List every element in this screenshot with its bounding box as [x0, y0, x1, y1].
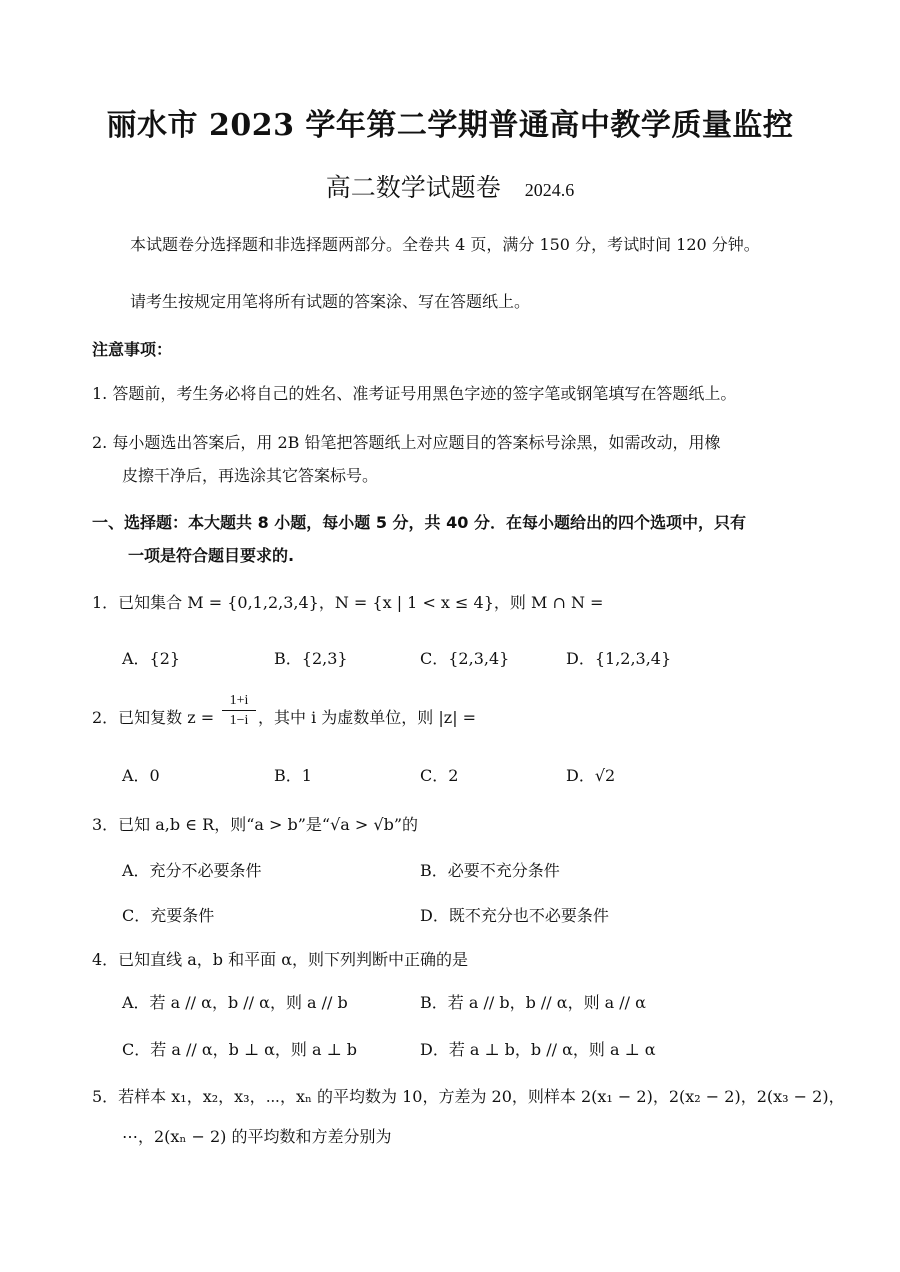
q1-stem: 1．已知集合 M = {0,1,2,3,4}，N = {x | 1 < x ≤ 4}，则 M ∩ N = — [92, 593, 604, 612]
q5-line-2: ⋯，2(xₙ − 2) 的平均数和方差分别为 — [122, 1127, 392, 1146]
section1-line-1: 一、选择题：本大题共 8 小题，每小题 5 分，共 40 分．在每小题给出的四个选项中，只有 — [92, 513, 746, 532]
q3-option-b: B．必要不充分条件 — [420, 861, 560, 880]
q4-option-d: D．若 a ⊥ b，b // α，则 a ⊥ α — [420, 1040, 656, 1059]
q5-line-1: 5．若样本 x₁，x₂，x₃，⋯，xₙ 的平均数为 10，方差为 20，则样本 2(x₁ − 2)，2(x₂ − 2)，2(x₃ − 2)， — [92, 1087, 845, 1106]
q1-option-d: D．{1,2,3,4} — [566, 649, 672, 668]
q1-option-a: A．{2} — [122, 649, 181, 668]
q2-fraction — [222, 692, 256, 731]
q2-option-d: D．√2 — [566, 766, 616, 785]
q3-option-d: D．既不充分也不必要条件 — [420, 906, 609, 925]
q1-option-b: B．{2,3} — [274, 649, 348, 668]
exam-date: 2024.6 — [524, 180, 575, 200]
q2-suffix: ，其中 i 为虚数单位，则 |z| = — [258, 708, 477, 727]
notice-item-2-line-1: 2. 每小题选出答案后，用 2B 铅笔把答题纸上对应题目的答案标号涂黑，如需改动，用橡 — [92, 433, 721, 452]
q3-option-a: A．充分不必要条件 — [122, 861, 262, 880]
q4-option-b: B．若 a // b，b // α，则 a // α — [420, 993, 646, 1012]
q2-fraction-numerator: 1+i — [222, 692, 256, 711]
section1-line-2: 一项是符合题目要求的. — [128, 546, 295, 565]
q2-option-c: C．2 — [420, 766, 459, 785]
q1-option-c: C．{2,3,4} — [420, 649, 510, 668]
notice-item-2-line-2: 皮擦干净后，再选涂其它答案标号。 — [122, 466, 379, 485]
q2-fraction-denominator: 1−i — [229, 713, 249, 728]
q2-prefix: 2．已知复数 z = — [92, 708, 215, 727]
intro-line-2: 请考生按规定用笔将所有试题的答案涂、写在答题纸上。 — [130, 292, 531, 311]
subtitle-text: 高二数学试题卷 — [325, 173, 501, 202]
intro-line-1: 本试题卷分选择题和非选择题两部分。全卷共 4 页，满分 150 分，考试时间 120 分钟。 — [130, 235, 760, 254]
q2-option-a: A．0 — [122, 766, 160, 785]
exam-subtitle — [0, 168, 900, 204]
q4-option-c: C．若 a // α，b ⊥ α，则 a ⊥ b — [122, 1040, 357, 1059]
q3-stem: 3．已知 a,b ∈ R，则“a > b”是“√a > √b”的 — [92, 815, 419, 834]
q3-option-c: C．充要条件 — [122, 906, 215, 925]
q4-stem: 4．已知直线 a，b 和平面 α，则下列判断中正确的是 — [92, 950, 469, 969]
notice-item-1: 1. 答题前，考生务必将自己的姓名、准考证号用黑色字迹的签字笔或钢笔填写在答题纸上。 — [92, 384, 737, 403]
exam-title: 丽水市 2023 学年第二学期普通高中教学质量监控 — [106, 108, 794, 143]
notice-heading: 注意事项： — [92, 340, 173, 359]
q4-option-a: A．若 a // α，b // α，则 a // b — [122, 993, 348, 1012]
q2-option-b: B．1 — [274, 766, 312, 785]
